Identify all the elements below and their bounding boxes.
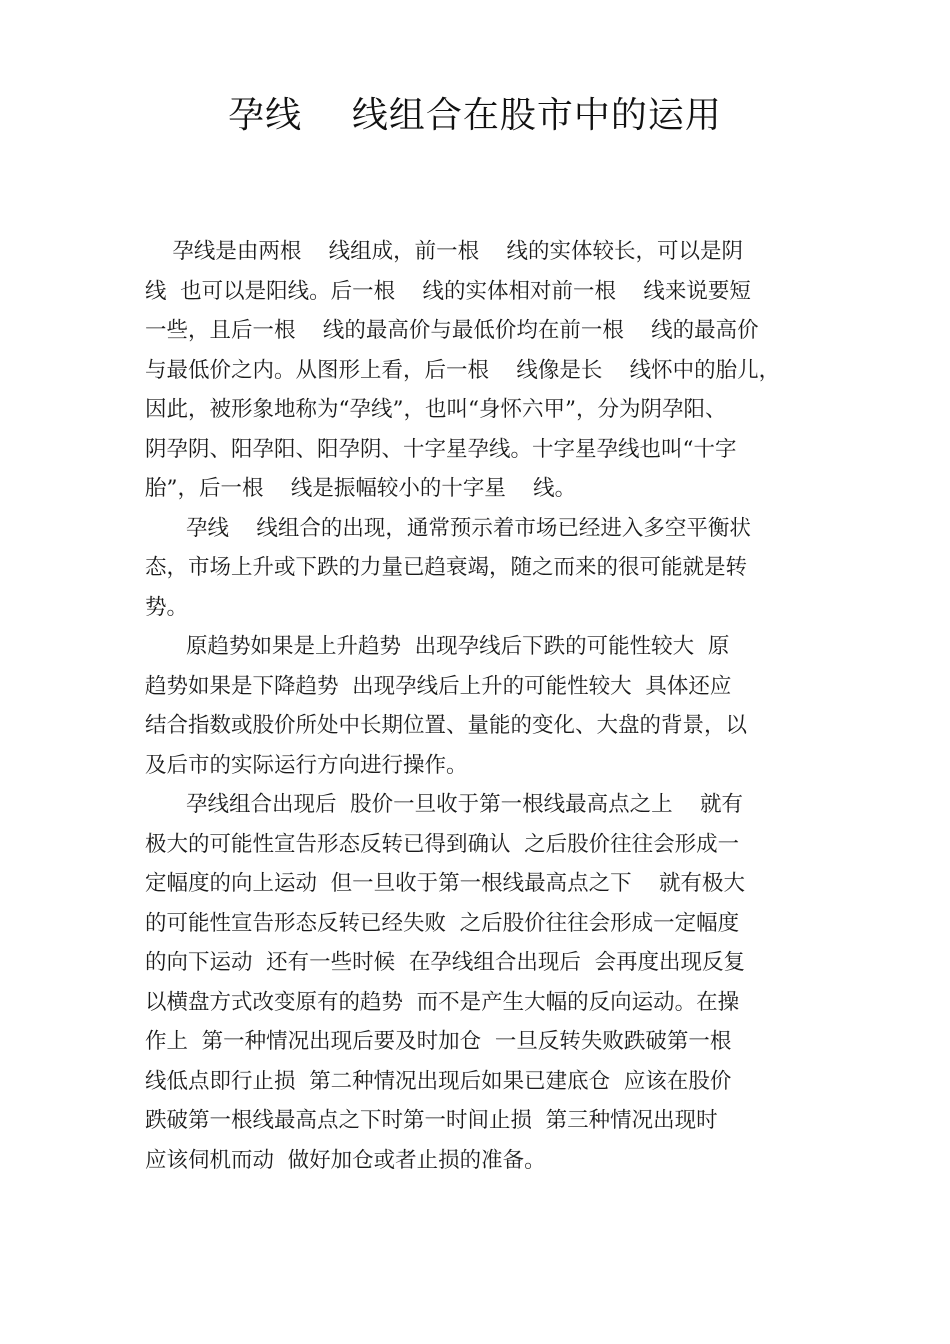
body-line: 跌破第一根线最高点之下时第一时间止损 第三种情况出现时 bbox=[145, 1108, 718, 1133]
body-line: 一些，且后一根 线的最高价与最低价均在前一根 线的最高价 bbox=[145, 318, 759, 343]
body-line: 线 也可以是阳线。后一根 线的实体相对前一根 线来说要短 bbox=[145, 278, 751, 304]
body-line: 以横盘方式改变原有的趋势 而不是产生大幅的反向运动。在操 bbox=[145, 989, 740, 1015]
body-line: 趋势如果是下降趋势 出现孕线后上升的可能性较大 具体还应 bbox=[145, 673, 732, 699]
body-line: 及后市的实际运行方向进行操作。 bbox=[145, 752, 468, 778]
body-line: 因此，被形象地称为“孕线”，也叫“身怀六甲”，分为阴孕阳、 bbox=[145, 397, 727, 422]
body-line: 结合指数或股价所处中长期位置、量能的变化、大盘的背景，以 bbox=[145, 713, 748, 738]
body-line: 应该伺机而动 做好加仓或者止损的准备。 bbox=[145, 1147, 546, 1173]
body-line: 作上 第一种情况出现后要及时加仓 一旦反转失败跌破第一根 bbox=[145, 1029, 732, 1054]
body-line: 阴孕阴、阳孕阳、阳孕阴、十字星孕线。十字星孕线也叫“十字 bbox=[145, 436, 737, 462]
body-line: 态，市场上升或下跌的力量已趋衰竭，随之而来的很可能就是转 bbox=[145, 555, 748, 580]
body-line: 的向下运动 还有一些时候 在孕线组合出现后 会再度出现反复 bbox=[145, 950, 746, 975]
body-line: 孕线组合出现后 股价一旦收于第一根线最高点之上 就有 bbox=[145, 792, 744, 817]
body-line: 极大的可能性宣告形态反转已得到确认 之后股价往往会形成一 bbox=[145, 831, 740, 857]
body-line: 孕线 线组合的出现，通常预示着市场已经进入多空平衡状 bbox=[145, 515, 751, 541]
body-line: 定幅度的向上运动 但一旦收于第一根线最高点之下 就有极大 bbox=[145, 871, 746, 896]
body-line: 势。 bbox=[145, 594, 189, 620]
document-body bbox=[145, 232, 815, 1180]
document-title: 孕线 线组合在股市中的运用 bbox=[228, 95, 722, 136]
body-line: 的可能性宣告形态反转已经失败 之后股价往往会形成一定幅度 bbox=[145, 910, 740, 936]
body-line: 胎”，后一根 线是振幅较小的十字星 线。 bbox=[145, 476, 577, 501]
body-line: 孕线是由两根 线组成，前一根 线的实体较长，可以是阴 bbox=[145, 239, 744, 264]
body-line: 与最低价之内。从图形上看，后一根 线像是长 线怀中的胎儿， bbox=[145, 357, 781, 383]
body-line: 原趋势如果是上升趋势 出现孕线后下跌的可能性较大 原 bbox=[145, 634, 730, 659]
body-line: 线低点即行止损 第二种情况出现后如果已建底仓 应该在股价 bbox=[145, 1068, 732, 1094]
